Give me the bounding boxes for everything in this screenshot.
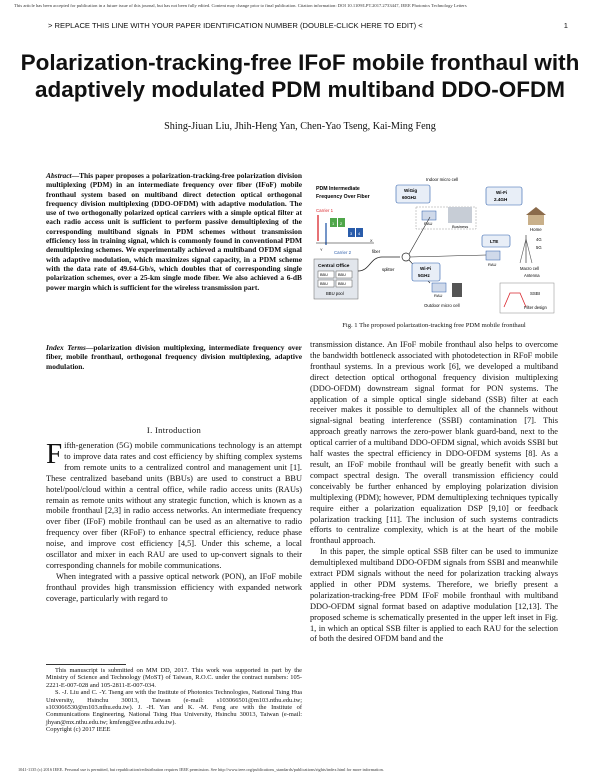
right-paragraph-1: transmission distance. An IFoF mobile fronthaul also helps to overcome the bandwidth bottleneck associated with photodetection in RFoF mobile fronthaul systems. In a previous work [6], we developed a multiband direct detection optical orthogonal frequency division multiplexing (DDO-OFDM) downstream signal format for PON systems. The application of a simple optical single sideband (SSB) filter at each receiver makes it possible to demultiplex all of the channels without signal-signal beating interference (SSBI) contamination [7]. This approach greatly narrows the zero-power blank guard-band, next to the optical carrier of a multiband DDO-OFDM signal, which avoids SSBI but half wastes the spectral efficiency in DDO-OFDM systems [8]. As a result, an IFoF mobile fronthaul will be greatly benefit with such a compact spectral design. The overall transmission efficiency could conceivably be further enhanced by employing polarization division multiplexing (PDM); however, PDM demultiplexing techniques typically require either a polarization equalization DSP [9,10] or feedback polarization tracking [11]. The inclusion of such systems contradicts efforts to centralize complexity, which is at the heart of the mobile fronthaul approach.	[310, 340, 558, 546]
fig-5g: 5G	[536, 245, 542, 250]
header-placeholder[interactable]: > REPLACE THIS LINE WITH YOUR PAPER IDENTIFICATION NUMBER (DOUBLE-CLICK HERE TO EDIT) <	[48, 21, 423, 30]
fig-fiber: fiber	[372, 249, 381, 254]
splitter-icon	[402, 253, 410, 261]
footnote-affiliations: S. -J. Liu and C. -Y. Tseng are with the Institute of Photonics Technologies, National Tsing Hua University, Hsinchu 30013, Taiwan (e-mail: s103066501@m103.nthu.edu.tw; s103066530@m103.nthu.edu.tw). J. -H. Yan and K. -M. Feng are with the Institute of Communications Engineering, National Tsing Hua University, Hsinchu 30013, Taiwan (e-mail: jhyan@mx.nthu.edu.tw; kmfeng@ee.nthu.edu.tw).	[46, 689, 302, 726]
fig-central: Central Office	[318, 264, 350, 269]
footnote-manuscript: This manuscript is submitted on MM DD, 2017. This work was supported in part by the Ministry of Science and Technology (MoST) of Taiwan, R.O.C. under the contract numbers: 105-2221-E-007-028 and 105-2811-E-007-034.	[46, 667, 302, 689]
band-label-4: 4	[358, 231, 361, 236]
band-label-1: 1	[332, 221, 335, 226]
running-header	[48, 21, 568, 30]
abstract-label: Abstract	[46, 171, 72, 180]
right-paragraph-2: In this paper, the simple optical SSB filter can be used to immunize demultiplexed multiband DDO-OFDM signals from SSBI and meanwhile extract PDM signals without the need for polarization tracking always applied in other PDM systems. Therefore, we briefly present a polarization-tracking-free PDM IFoF mobile fronthaul with multiband DDO-OFDM signal format based on adaptive modulation [12,13]. The proposed scheme is schematically presented in the upper left inset in Fig. 1, in which an optical SSB filter is applied to each RAU for the selection of both the desired OFDM band and the	[310, 547, 558, 644]
fig-label-fronthaul: Frequency Over Fiber	[316, 194, 370, 200]
fig-carrier-1: Carrier 1	[316, 208, 334, 213]
fig-24ghz: 2.4GH	[494, 197, 508, 202]
index-terms-text: —polarization division multiplexing, intermediate frequency over fiber, mobile fronthaul, orthogonal frequency division multiplexing, adaptive modulation.	[46, 343, 302, 371]
bbu-label-3: BBU	[320, 282, 328, 286]
journal-top-note: This article has been accepted for publication in a future issue of this journal, but has not been fully edited. Content may change prior to final publication. Citation information: DOI 10.1109/LPT.2017.2733447, IEEE Photonics Technology Letters	[14, 3, 467, 8]
figure-1-caption: Fig. 1 The proposed polarization-tracking free PDM mobile fronthaul	[342, 322, 526, 329]
copyright-bottom-note: 1041-1135 (c) 2016 IEEE. Personal use is permitted, but republication/redistribution requires IEEE permission. See http://www.ieee.org/publications_standards/publications/rights/index.html for more information.	[18, 767, 384, 772]
author-list: Shing-Jiuan Liu, Jhih-Heng Yan, Chen-Yao Tseng, Kai-Ming Feng	[164, 121, 436, 132]
introduction-body	[46, 438, 302, 605]
fig-wifi24: Wi-Fi	[496, 190, 508, 195]
fig-rau-outdoor: RAU	[434, 293, 443, 298]
fig-bbu-pool: BBU pool	[326, 291, 344, 296]
fig-60ghz: 60GHz	[402, 195, 417, 200]
axis-x: X	[370, 239, 373, 243]
bbu-label-4: BBU	[338, 282, 346, 286]
right-column-body	[310, 340, 558, 645]
outdoor-rau	[432, 283, 446, 292]
business-building-icon	[448, 207, 472, 223]
index-terms	[46, 343, 302, 371]
footnote-copyright: Copyright (c) 2017 IEEE	[46, 726, 111, 734]
home-roof-icon	[526, 207, 546, 215]
footnotes	[46, 667, 302, 734]
fig-indoor-label: Indoor micro cell	[426, 177, 459, 182]
footnote-rule	[46, 664, 126, 665]
fig-splitter: splitter	[382, 267, 395, 272]
fig-home: Home	[530, 227, 542, 232]
fig-carrier-2: Carrier 2	[334, 250, 352, 255]
fig-outdoor: Outdoor micro cell	[424, 303, 460, 308]
fig-rau-indoor: RAU	[424, 221, 433, 226]
figure-1	[312, 171, 556, 316]
page-number: 1	[563, 21, 568, 30]
fig-ssb: SSBI	[530, 291, 541, 296]
band-label-2: 2	[340, 221, 343, 226]
index-terms-label: Index Terms	[46, 343, 86, 352]
intro-paragraph-2: When integrated with a passive optical network (PON), an IFoF mobile fronthaul provides high transmission efficiency with expanded network coverage, particularly with regard to	[46, 571, 302, 603]
fig-label-pdm: PDM Intermediate	[316, 186, 360, 192]
band-label-3: 3	[350, 231, 353, 236]
abstract-text: —This paper proposes a polarization-tracking-free polarization division multiplexing (PDM) in an intermediate frequency over fiber (IFoF) mobile fronthaul system based on multiband direct detection optical orthogonal frequency division multiplexing (DDO-OFDM) with adaptive modulation. The use of two orthogonally polarized optical carriers with a simple optical filter at each radio access unit is sufficient to perform passive demultiplexing of the corresponding multiband signals in PDM schemes without transmission efficiency loss in training signal, which is commonly found in conventional PDM demultiplexing schemes. We experimentally achieved a multiband OFDM signal with adaptive modulation, which maximizes signal capacity, in a PDM scheme with the data rate of 49.64-Gb/s, which doubles that of corresponding single polarization schemes, over a 25-km single mode fiber. We also achieved a 6-dB power margin which is sufficient for the wireless transmission part.	[46, 171, 302, 292]
fig-5ghz: 5GHz	[418, 273, 430, 278]
paper-title: Polarization-tracking-free IFoF mobile fronthaul with adaptively modulated PDM multiband DDO-OFDM	[20, 50, 580, 102]
phone-icon	[452, 283, 462, 297]
fig-business: Business	[452, 224, 469, 229]
macro-rau	[486, 251, 500, 260]
intro-paragraph-1: Fifth-generation (5G) mobile communications technology is an attempt to improve data rates and cost efficiency by shifting complex systems from remote units to a centralized control and management unit [1]. These centralized baseband units (BBUs) are used to construct a BBU hotel/pool/cloud within a central office, while radio access units (RAUs) remain as remote units without any strategic function, which is known as a mobile fronthaul [2,3] in radio access networks. An intermediate frequency over fiber (IFoF) mobile fronthaul can be used as an alternative to radio frequency over fiber (RFoF) to enhance spectral efficiency, reduce phase noise, and improve cost efficiency [4,5]. Under this scheme, a local oscillator and mixer in each RAU are used to up-convert signals to their corresponding channels for mobile communications.	[46, 438, 302, 570]
fig-antenna: Antenna	[524, 273, 540, 278]
fig-macro: Macro cell	[520, 266, 540, 271]
section-heading-introduction: I. Introduction	[146, 425, 202, 435]
fig-wifi5: Wi-Fi	[420, 266, 432, 271]
fig-lte: LTE	[490, 239, 499, 244]
fig-4g: 4G	[536, 237, 542, 242]
bbu-label-1: BBU	[320, 273, 328, 277]
home-icon	[528, 215, 544, 225]
axis-y: Y	[320, 248, 323, 252]
drop-cap: F	[46, 438, 63, 470]
abstract	[46, 171, 302, 292]
fig-filter-design: Filter design	[524, 305, 547, 310]
bbu-label-2: BBU	[338, 273, 346, 277]
fig-wigig: WiGig	[404, 188, 418, 193]
fig-rau-macro: RAU	[488, 262, 497, 267]
figure-1-diagram	[312, 171, 556, 316]
